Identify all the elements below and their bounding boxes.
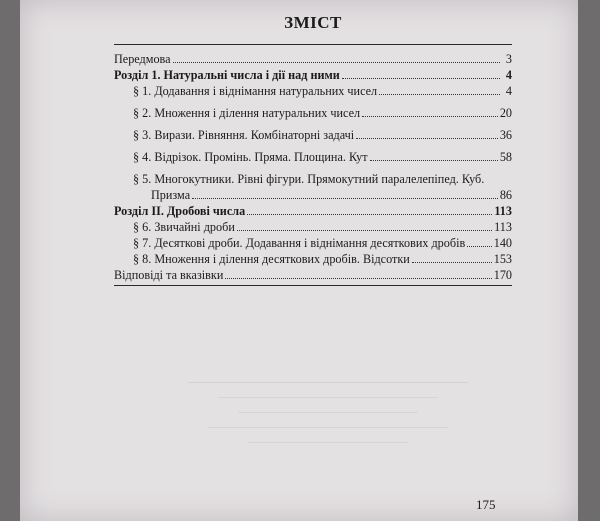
toc-entry-label-continuation: Призма (151, 188, 191, 202)
toc-page-number: 140 (493, 236, 512, 250)
toc-page-number: 153 (493, 252, 512, 266)
toc-page-number: 170 (493, 268, 512, 282)
toc-page-number: 36 (499, 128, 512, 142)
leader-dots (379, 94, 500, 95)
toc-entry-answers (114, 266, 512, 282)
toc-entry-s6 (114, 218, 512, 234)
leader-dots (356, 138, 498, 139)
toc-page-number: 113 (494, 204, 512, 218)
toc-entry-s8 (114, 250, 512, 266)
leader-dots (173, 62, 500, 63)
toc-entry-s5 (114, 170, 512, 202)
toc-entry-s2 (114, 104, 512, 120)
toc-entry-label: Передмова (114, 52, 171, 66)
bottom-divider (114, 285, 512, 286)
toc-entry-label: Розділ ІІ. Дробові числа (114, 204, 246, 218)
toc-page-number: 86 (499, 188, 512, 202)
toc-entry-label: § 2. Множення і ділення натуральних чисел (133, 106, 361, 120)
leader-dots (342, 78, 500, 79)
toc-entry-s4 (114, 148, 512, 164)
toc-entry-label: § 4. Відрізок. Промінь. Пряма. Площина. Кут (133, 150, 368, 164)
toc-entry-label: § 1. Додавання і віднімання натуральних чисел (133, 84, 378, 98)
page-number: 175 (476, 497, 496, 512)
toc-entry-label: § 5. Многокутники. Рівні фігури. Прямокутний паралелепіпед. Куб. (133, 172, 485, 186)
top-divider (114, 44, 512, 45)
toc-entry-label: Відповіді та вказівки (114, 268, 224, 282)
toc-section-1 (114, 66, 512, 82)
toc-page-number: 20 (499, 106, 512, 120)
leader-dots (247, 214, 492, 215)
toc-page-number: 3 (505, 52, 512, 66)
toc-entry-preface (114, 50, 512, 66)
toc-entry-s3 (114, 126, 512, 142)
toc-page-number: 4 (505, 84, 512, 98)
leader-dots (412, 262, 492, 263)
leader-dots (370, 160, 498, 161)
toc-entry-s7 (114, 234, 512, 250)
leader-dots (467, 246, 492, 247)
leader-dots (362, 116, 498, 117)
toc-page-number: 4 (505, 68, 512, 82)
toc-entry-label: § 3. Вирази. Рівняння. Комбінаторні задачі (133, 128, 355, 142)
toc-entry-label: § 7. Десяткові дроби. Додавання і віднімання десяткових дробів (133, 236, 466, 250)
toc-section-2 (114, 202, 512, 218)
leader-dots (225, 278, 491, 279)
toc-entry-label: § 8. Множення і ділення десяткових дробів. Відсотки (133, 252, 410, 266)
leader-dots (237, 230, 492, 231)
toc-page-number: 113 (494, 220, 512, 234)
show-through-text-artifact (148, 372, 508, 449)
book-page (20, 0, 578, 521)
toc-entry-s1 (114, 82, 512, 98)
toc-entry-label: Розділ 1. Натуральні числа і дії над ними (114, 68, 340, 82)
leader-dots (192, 198, 498, 199)
toc-entry-label: § 6. Звичайні дроби (133, 220, 235, 234)
page-title: ЗМІСТ (284, 13, 342, 32)
toc-page-number: 58 (499, 150, 512, 164)
table-of-contents (114, 14, 512, 286)
